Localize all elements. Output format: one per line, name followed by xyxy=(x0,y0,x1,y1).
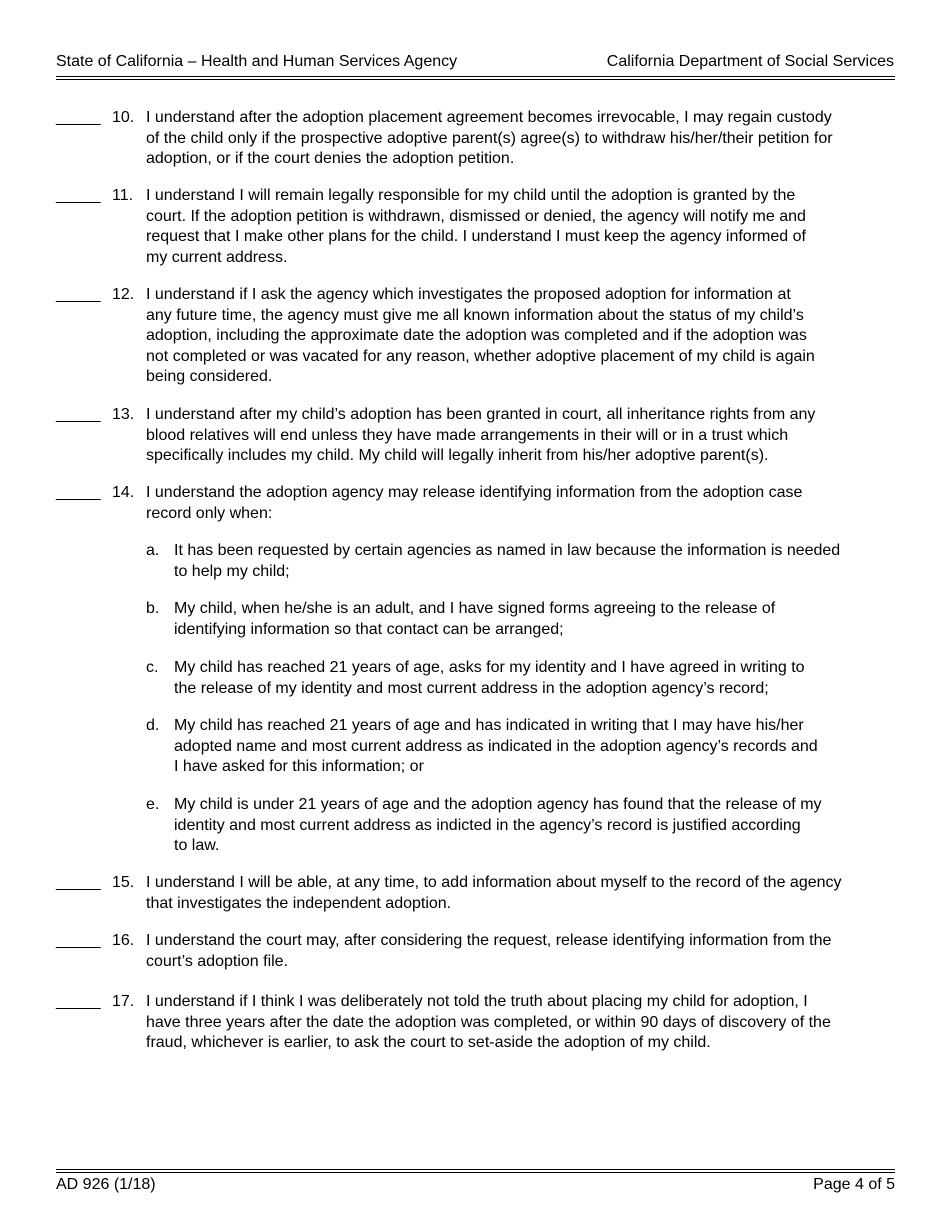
text-line: adoption, including the approximate date the adoption was completed and if the adoption was xyxy=(146,327,807,344)
text-line: of the child only if the prospective adoptive parent(s) agree(s) to withdraw his/her/their petition for xyxy=(146,129,833,147)
agency-name: State of California – Health and Human Services Agency xyxy=(56,53,458,70)
item-text xyxy=(146,285,896,388)
text-line: I understand after my child’s adoption has been granted in court, all inheritance rights from any xyxy=(146,406,816,423)
item-16 xyxy=(56,931,896,972)
item-number: 13. xyxy=(112,406,135,423)
subitem-b xyxy=(146,599,890,640)
text-line: specifically includes my child. My child will legally inherit from his/her adoptive parent(s). xyxy=(146,447,769,464)
initial-blank[interactable]: _____ xyxy=(56,484,101,501)
subitem-text xyxy=(174,658,890,699)
subitem-letter: e. xyxy=(146,796,160,813)
page-header xyxy=(56,53,894,73)
page-number: Page 4 of 5 xyxy=(813,1176,895,1193)
subitem-a xyxy=(146,541,890,582)
item-text xyxy=(146,873,896,914)
header-rule-top xyxy=(56,76,895,77)
initial-blank[interactable]: _____ xyxy=(56,932,101,949)
text-line: record only when: xyxy=(146,504,273,522)
page-footer xyxy=(56,1176,895,1196)
subitem-letter: d. xyxy=(146,717,160,734)
text-line: identity and most current address as indicted in the agency’s record is justified according xyxy=(174,816,801,834)
text-line: adopted name and most current address as indicated in the adoption agency’s records and xyxy=(174,737,818,755)
text-line: request that I make other plans for the child. I understand I must keep the agency informed of xyxy=(146,228,806,245)
initial-blank[interactable]: _____ xyxy=(56,406,101,423)
item-13 xyxy=(56,405,896,467)
text-line: being considered. xyxy=(146,368,273,385)
form-number: AD 926 (1/18) xyxy=(56,1176,156,1193)
text-line: to help my child; xyxy=(174,562,290,580)
item-text xyxy=(146,992,896,1054)
item-text xyxy=(146,186,896,268)
text-line: I understand I will be able, at any time, to add information about myself to the record of the agency xyxy=(146,874,842,891)
subitem-text xyxy=(174,795,890,857)
text-line: my current address. xyxy=(146,248,288,266)
text-line: I understand I will remain legally responsible for my child until the adoption is granted by the xyxy=(146,187,796,204)
initial-blank[interactable]: _____ xyxy=(56,286,101,303)
department-name: California Department of Social Services xyxy=(606,53,894,70)
item-number: 17. xyxy=(112,993,135,1010)
item-17 xyxy=(56,992,896,1054)
item-15 xyxy=(56,873,896,914)
subitem-letter: c. xyxy=(146,659,159,676)
subitem-e xyxy=(146,795,890,857)
item-number: 12. xyxy=(112,286,135,303)
subitem-text xyxy=(174,599,890,640)
item-text xyxy=(146,483,896,524)
footer-rule-bottom xyxy=(56,1172,895,1173)
text-line: It has been requested by certain agencies as named in law because the information is needed xyxy=(174,542,841,559)
text-line: I have asked for this information; or xyxy=(174,758,424,775)
item-text xyxy=(146,108,896,170)
header-rule-bottom xyxy=(56,79,895,80)
item-number: 11. xyxy=(112,187,134,204)
text-line: blood relatives will end unless they have made arrangements in their will or in a trust which xyxy=(146,426,789,444)
text-line: I understand the adoption agency may release identifying information from the adoption case xyxy=(146,484,803,501)
subitem-c xyxy=(146,658,890,699)
initial-blank[interactable]: _____ xyxy=(56,109,101,126)
text-line: My child has reached 21 years of age, asks for my identity and I have agreed in writing to xyxy=(174,659,805,676)
text-line: I understand after the adoption placement agreement becomes irrevocable, I may regain custody xyxy=(146,109,832,126)
text-line: fraud, whichever is earlier, to ask the court to set-aside the adoption of my child. xyxy=(146,1034,711,1051)
initial-blank[interactable]: _____ xyxy=(56,187,101,204)
item-number: 16. xyxy=(112,932,135,949)
text-line: I understand if I think I was deliberately not told the truth about placing my child for adoption, I xyxy=(146,993,808,1010)
text-line: I understand if I ask the agency which investigates the proposed adoption for information at xyxy=(146,286,791,303)
text-line: to law. xyxy=(174,837,220,854)
text-line: any future time, the agency must give me all known information about the status of my child’s xyxy=(146,306,804,324)
subitem-text xyxy=(174,541,890,582)
text-line: I understand the court may, after considering the request, release identifying information from the xyxy=(146,932,832,949)
text-line: My child has reached 21 years of age and has indicated in writing that I may have his/her xyxy=(174,717,804,734)
initial-blank[interactable]: _____ xyxy=(56,874,101,891)
text-line: court. If the adoption petition is withdrawn, dismissed or denied, the agency will notify me and xyxy=(146,207,806,225)
text-line: that investigates the independent adoption. xyxy=(146,894,452,912)
item-number: 14. xyxy=(112,484,135,501)
text-line: identifying information so that contact can be arranged; xyxy=(174,620,564,638)
item-12 xyxy=(56,285,896,388)
item-number: 10. xyxy=(112,109,135,126)
footer-rule-top xyxy=(56,1169,895,1170)
item-10 xyxy=(56,108,896,170)
text-line: not completed or was vacated for any reason, whether adoptive placement of my child is again xyxy=(146,347,815,365)
text-line: court’s adoption file. xyxy=(146,952,289,970)
text-line: have three years after the date the adoption was completed, or within 90 days of discovery of the xyxy=(146,1013,831,1031)
item-number: 15. xyxy=(112,874,135,891)
subitem-letter: b. xyxy=(146,600,160,617)
text-line: adoption, or if the court denies the adoption petition. xyxy=(146,150,515,167)
subitem-text xyxy=(174,716,890,778)
initial-blank[interactable]: _____ xyxy=(56,993,101,1010)
text-line: the release of my identity and most current address in the adoption agency’s record; xyxy=(174,679,769,697)
subitem-letter: a. xyxy=(146,542,160,559)
item-14 xyxy=(56,483,896,524)
item-text xyxy=(146,405,896,467)
subitem-d xyxy=(146,716,890,778)
text-line: My child, when he/she is an adult, and I have signed forms agreeing to the release of xyxy=(174,600,776,617)
item-text xyxy=(146,931,896,972)
item-11 xyxy=(56,186,896,268)
text-line: My child is under 21 years of age and the adoption agency has found that the release of my xyxy=(174,796,822,813)
